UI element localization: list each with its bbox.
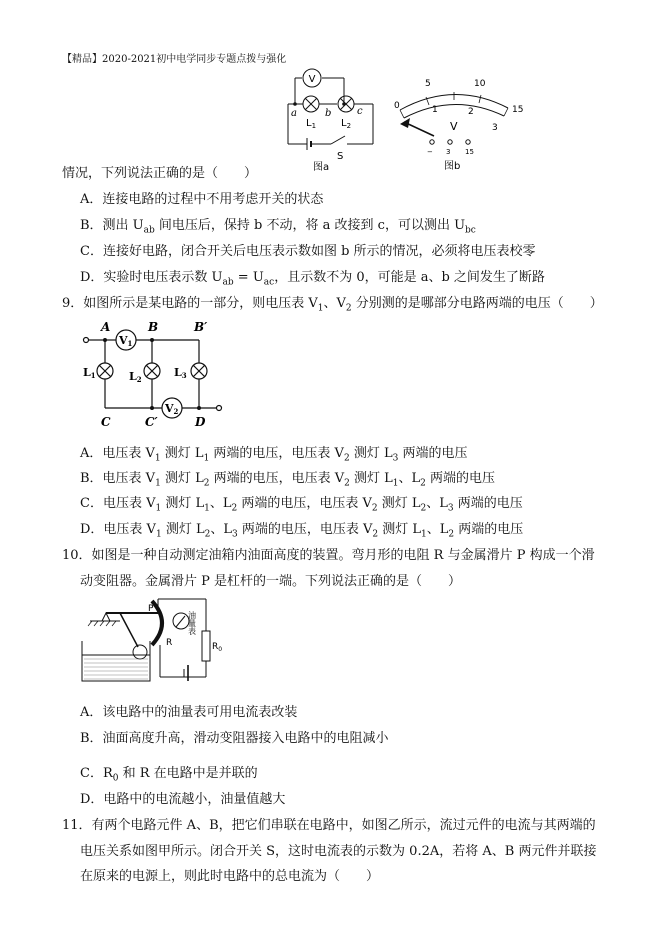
q9-option-a: A．电压表 $V_1$ 测灯 $L_1$ 两端的电压，电压表 $V_2$ 测灯 $L_3$ 两端的电压 — [80, 446, 468, 464]
fig-a-point-b: b — [325, 108, 332, 119]
terminal-minus: − — [427, 148, 433, 156]
q9-l1-label: L1 — [83, 366, 96, 380]
dial-top-0: 0 — [394, 101, 400, 111]
fig-a-switch-label: S — [337, 151, 344, 162]
q9-node-bprime: B′ — [194, 320, 208, 334]
fig-a-caption: 图a — [313, 162, 330, 173]
q9-node-d: D — [195, 415, 206, 429]
q8-stem-tail: 情况，下列说法正确的是（ ） — [62, 166, 258, 181]
q9-stem: 9．如图所示是某电路的一部分，则电压表 $V_1$、$V_2$ 分别测的是哪部分电路两端的电压（ ） — [62, 296, 603, 314]
q8-option-d: D．实验时电压表示数 $U_{ab} = U_{ac}$，且示数不为 0，可能是 a、b 之间发生了断路 — [80, 270, 545, 288]
q9-node-c: C — [101, 415, 111, 429]
q11-line3: 在原来的电源上，则此时电路中的总电流为（ ） — [80, 869, 380, 884]
q9-v1-label: V1 — [119, 334, 133, 348]
q9-option-d: D．电压表 $V_1$ 测灯 $L_2$、$L_3$ 两端的电压，电压表 $V_2$ 测灯 $L_1$、$L_2$ 两端的电压 — [80, 522, 524, 540]
dial-unit: V — [450, 120, 458, 133]
dial-bot-1: 1 — [432, 105, 438, 115]
dial-bot-3: 3 — [492, 123, 498, 133]
q10-oil-meter-label: 油量表 — [187, 611, 197, 635]
q8-option-b: B．测出 $U_{ab}$ 间电压后，保持 b 不动，将 a 改接到 c，可以测出 $U_{bc}$ — [80, 218, 476, 236]
q10-stem-line1: 10．如图是一种自动测定油箱内油面高度的装置。弯月形的电阻 R 与金属滑片 P 构成一个滑 — [62, 548, 595, 563]
terminal-icon — [430, 140, 434, 144]
dial-top-10: 10 — [474, 79, 486, 89]
q11-line2: 电压关系如图甲所示。闭合开关 S，这时电流表的示数为 0.2A，若将 A、B 两元件并联接 — [80, 844, 597, 859]
q10-oil-tank-figure — [80, 597, 230, 687]
q10-stem-line2: 动变阻器。金属滑片 P 是杠杆的一端。下列说法正确的是（ ） — [80, 574, 462, 589]
figure-a-circuit — [285, 66, 385, 176]
q10-option-d: D．电路中的电流越小，油量值越大 — [80, 792, 286, 807]
dial-top-15: 15 — [512, 105, 524, 115]
page-header: 【精品】2020-2021初中电学同步专题点拨与强化 — [62, 54, 287, 65]
q11-line1: 11．有两个电路元件 A、B，把它们串联在电路中，如图乙所示，流过元件的电流与其两端的 — [62, 818, 596, 833]
fig-a-l2: $L_2$ — [341, 118, 352, 130]
q10-label-r: R — [166, 638, 173, 648]
terminal-icon — [448, 140, 452, 144]
fig-b-caption: 图b — [444, 161, 461, 172]
terminal-15: 15 — [465, 148, 474, 156]
fig-a-meter-label: V — [308, 74, 316, 85]
dial-top-5: 5 — [425, 79, 431, 89]
q9-node-a: A — [101, 320, 111, 334]
r0-resistor-icon — [202, 631, 210, 661]
fig-a-point-a: a — [291, 108, 297, 119]
q8-option-a: A．连接电路的过程中不用考虑开关的状态 — [80, 192, 324, 207]
float-ball-icon — [133, 645, 147, 659]
q10-label-p: P — [148, 604, 154, 614]
q10-label-r0: $R_0$ — [212, 642, 223, 653]
q9-circuit-figure — [82, 318, 227, 430]
q9-l3-label: L3 — [174, 366, 187, 380]
q10-option-c: C．$R_0$ 和 R 在电路中是并联的 — [80, 766, 258, 784]
q9-l2-label: L2 — [129, 370, 142, 384]
figure-b-voltmeter-dial — [382, 74, 532, 176]
terminal-3: 3 — [446, 148, 451, 156]
q9-node-cprime: C′ — [145, 415, 158, 429]
terminal-icon — [466, 140, 470, 144]
q9-option-b: B．电压表 $V_1$ 测灯 $L_2$ 两端的电压，电压表 $V_2$ 测灯 $L_1$、$L_2$ 两端的电压 — [80, 471, 495, 489]
q10-option-a: A．该电路中的油量表可用电流表改装 — [80, 705, 298, 720]
q10-option-b: B．油面高度升高，滑动变阻器接入电路中的电阻减小 — [80, 731, 389, 746]
q8-option-c: C．连接好电路，闭合开关后电压表示数如图 b 所示的情况，必须将电压表校零 — [80, 244, 536, 259]
fig-a-point-c: c — [357, 106, 363, 117]
switch-icon — [331, 136, 345, 144]
q9-v2-label: V2 — [165, 402, 179, 416]
dial-bot-2: 2 — [468, 107, 474, 117]
fig-a-l1: $L_1$ — [306, 118, 317, 130]
q9-node-b: B — [148, 320, 159, 334]
q9-option-c: C．电压表 $V_1$ 测灯 $L_1$、$L_2$ 两端的电压，电压表 $V_2$ 测灯 $L_2$、$L_3$ 两端的电压 — [80, 496, 523, 514]
